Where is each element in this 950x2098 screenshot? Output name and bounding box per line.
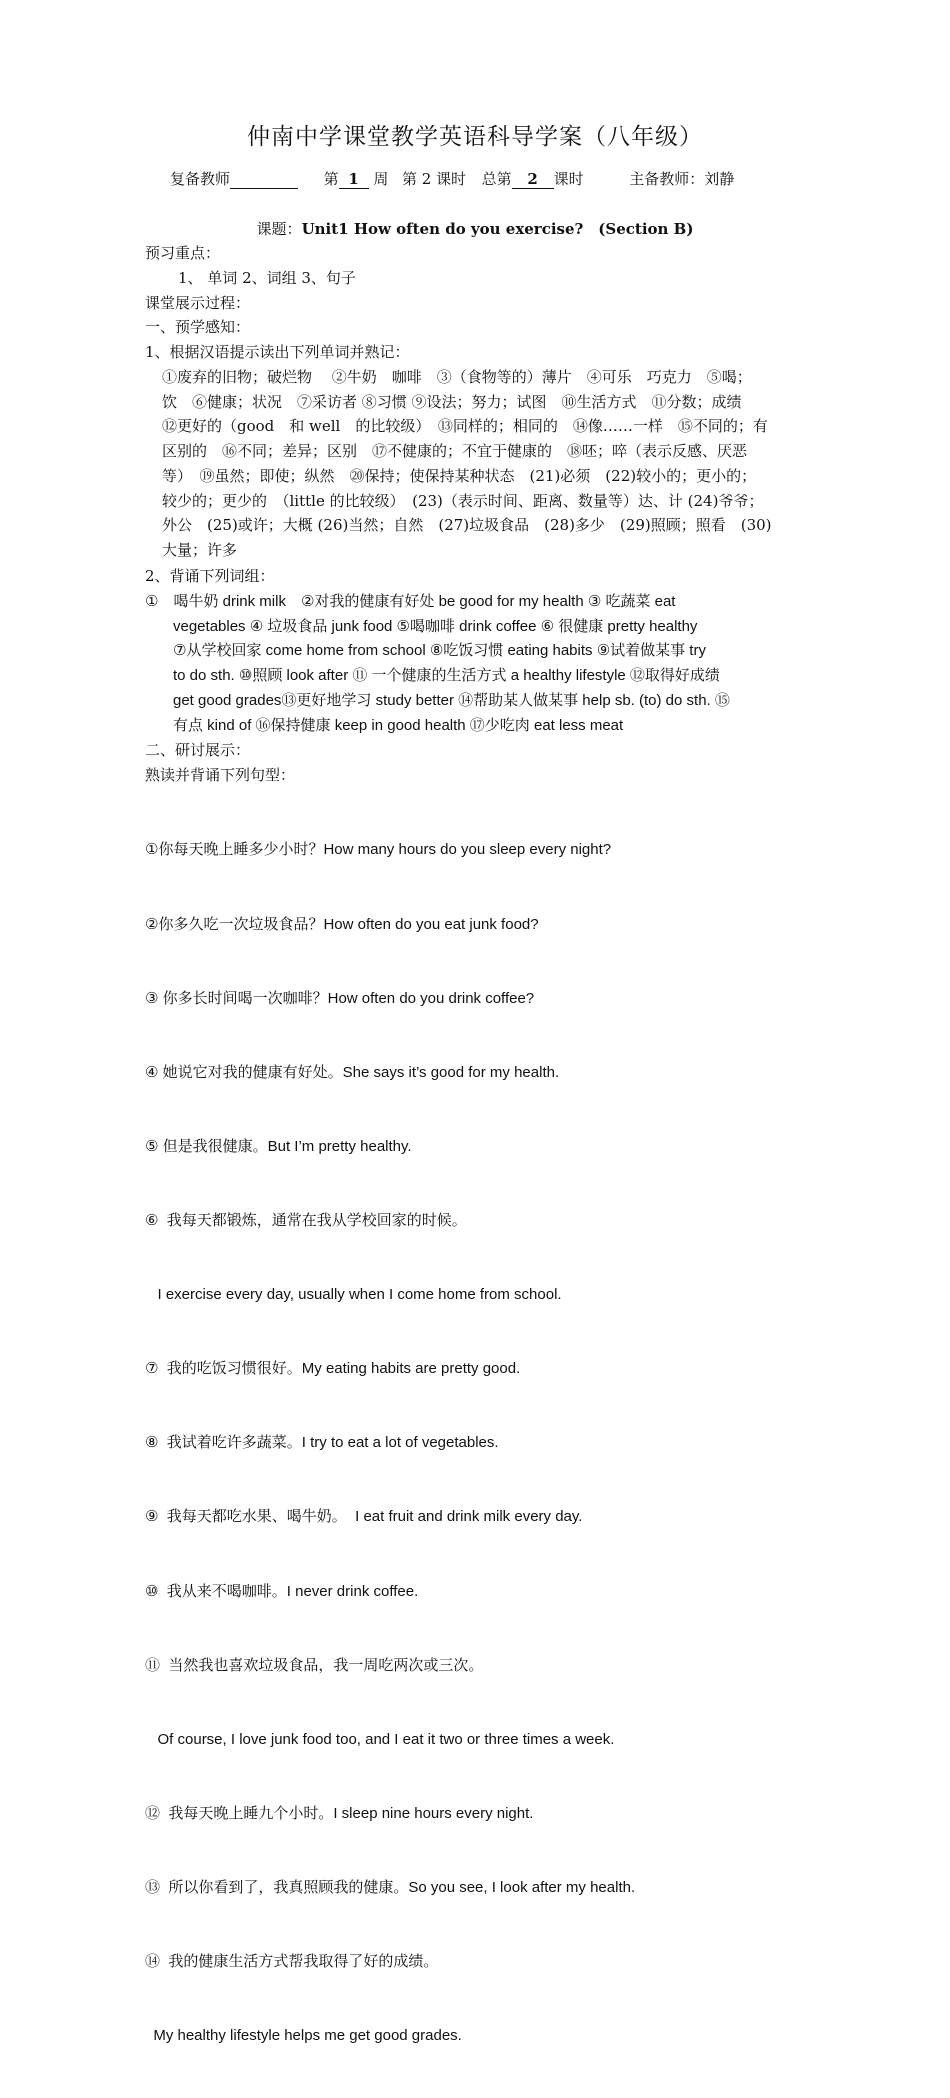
lesson-subject (0, 218, 950, 239)
sentence-line: ⑨ 我每天都吃水果、喝牛奶。 I eat fruit and drink milk every day. (145, 1508, 583, 1526)
word-line: 外公 (25)或许；大概 (26)当然；自然 (27)垃圾食品 (28)多少 (29)照顾；照看 (30) (162, 516, 772, 535)
sentence-line: I exercise every day, usually when I come home from school. (145, 1286, 562, 1304)
process-heading: 课堂展示过程： (145, 294, 251, 312)
sentence-line: ③ 你多长时间喝一次咖啡？How often do you drink coffee? (145, 989, 535, 1007)
phrase-line: ① 喝牛奶 drink milk ②对我的健康有好处 be good for my health ③ 吃蔬菜 eat (145, 593, 676, 610)
sentence-line: My healthy lifestyle helps me get good grades. (145, 2027, 462, 2045)
total-number: 2 (512, 170, 554, 189)
subject-label: 课题： (256, 220, 302, 238)
word-line: 等） ⑲虽然；即使；纵然 ⑳保持；使保持某种状态 (21)必须 (22)较小的；更小的； (162, 466, 757, 485)
lesson-number: 第 2 课时 (401, 170, 467, 188)
week-suffix: 周 (373, 170, 389, 188)
phrase-line: 有点 kind of ⑯保持健康 keep in good health ⑰少吃肉 eat less meat (173, 716, 624, 734)
focus-items: 1、 单词 2、词组 3、句子 (178, 269, 356, 287)
week-number: 1 (339, 170, 369, 189)
question-1-heading: 1、根据汉语提示读出下列单词并熟记： (145, 343, 410, 361)
word-list (162, 365, 812, 563)
sentence-line: ④ 她说它对我的健康有好处。She says it’s good for my health. (145, 1063, 560, 1081)
lesson-meta (170, 168, 734, 189)
word-line: ①废弃的旧物；破烂物 ②牛奶 咖啡 ③（食物等的）薄片 ④可乐 巧克力 ⑤喝； (162, 368, 752, 386)
phrase-line: to do sth. ⑩照顾 look after ⑪ 一个健康的生活方式 a healthy lifestyle ⑫取得好成绩 (173, 667, 720, 685)
sentence-line: ⑪ 当然我也喜欢垃圾食品，我一周吃两次或三次。 (145, 1656, 484, 1674)
sentence-line: ⑧ 我试着吃许多蔬菜。I try to eat a lot of vegetables. (145, 1434, 499, 1452)
phrase-line: get good grades⑬更好地学习 study better ⑭帮助某人做某事 help sb. (to) do sth. ⑮ (173, 691, 730, 709)
sentence-line: ⑥ 我每天都锻炼，通常在我从学校回家的时候。 (145, 1211, 467, 1229)
prep-teacher-blank (230, 170, 298, 189)
phrase-line: vegetables ④ 垃圾食品 junk food ⑤喝咖啡 drink coffee ⑥ 很健康 pretty healthy (173, 617, 698, 635)
word-line: 大量；许多 (162, 540, 238, 559)
sentence-line: Of course, I love junk food too, and I eat it two or three times a week. (145, 1730, 615, 1748)
sentence-line: ②你多久吃一次垃圾食品？How often do you eat junk food? (145, 915, 539, 933)
total-prefix: 总第 (481, 170, 512, 188)
page-title: 仲南中学课堂教学英语科导学案（八年级） (247, 124, 703, 150)
sentence-line: ①你每天晚上睡多少小时？How many hours do you sleep every night? (145, 841, 612, 859)
total-suffix: 课时 (553, 170, 584, 188)
sentence-line: ⑫ 我每天晚上睡九个小时。I sleep nine hours every night. (145, 1804, 534, 1822)
sentence-line: ⑬ 所以你看到了，我真照顾我的健康。So you see, I look after my health. (145, 1878, 636, 1896)
phrase-list (145, 590, 810, 738)
word-line: 区别的 ⑯不同；差异；区别 ⑰不健康的；不宜于健康的 ⑱呸；啐（表示反感、厌恶 (162, 442, 748, 461)
sentence-line: ⑦ 我的吃饭习惯很好。My eating habits are pretty good. (145, 1360, 521, 1378)
main-teacher: 主备教师：刘静 (629, 170, 735, 188)
phrase-line: ⑦从学校回家 come home from school ⑧吃饭习惯 eating habits ⑨试着做某事 try (173, 642, 706, 660)
question-2-heading: 2、背诵下列词组： (145, 567, 275, 585)
sentence-line: ⑤ 但是我很健康。But I’m pretty healthy. (145, 1137, 412, 1155)
preview-focus-heading: 预习重点： (145, 244, 221, 262)
sentence-line: ⑩ 我从来不喝咖啡。I never drink coffee. (145, 1582, 419, 1600)
word-line: 饮 ⑥健康；状况 ⑦采访者 ⑧习惯 ⑨设法；努力；试图 ⑩生活方式 ⑪分数；成绩 (162, 392, 742, 411)
prep-teacher-label: 复备教师 (170, 170, 231, 188)
part2-heading: 二、研讨展示： (145, 741, 251, 759)
sentence-list (145, 789, 845, 2098)
word-line: 较少的；更少的 （little 的比较级） (23)（表示时间、距离、数量等）达、计 (24)爷爷； (162, 491, 764, 510)
subject-text: Unit1 How often do you exercise? (Section B) (301, 220, 694, 238)
part1-heading: 一、预学感知： (145, 318, 251, 336)
sentence-line: ⑭ 我的健康生活方式帮我取得了好的成绩。 (145, 1953, 439, 1971)
week-prefix: 第 (323, 170, 339, 188)
sentences-intro: 熟读并背诵下列句型： (145, 766, 296, 784)
word-line: ⑫更好的（good 和 well 的比较级） ⑬同样的；相同的 ⑭像……一样 ⑮不同的；有 (162, 417, 768, 436)
